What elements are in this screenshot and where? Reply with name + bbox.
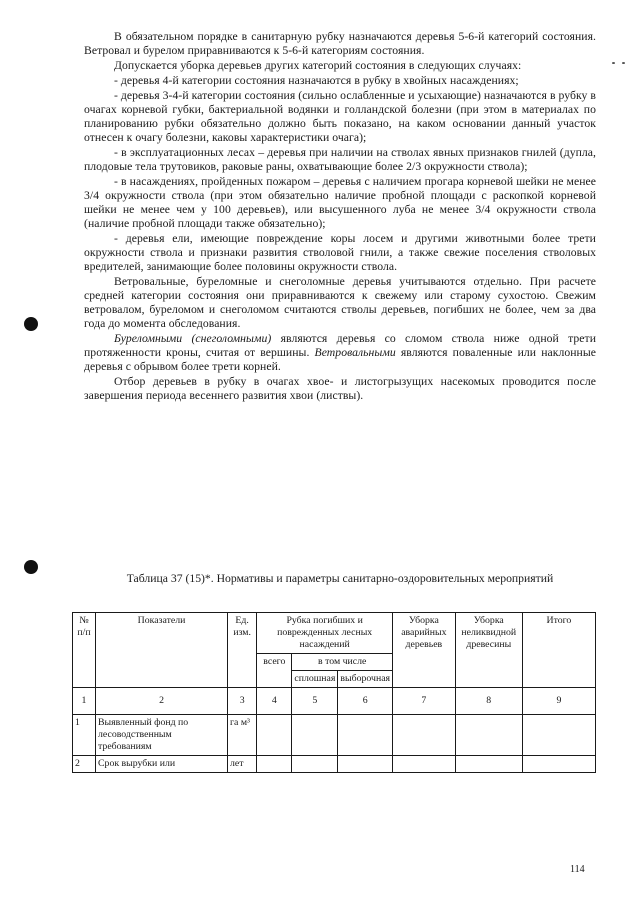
table-caption: Таблица 37 (15)*. Нормативы и параметры санитарно-оздоровительных мероприятий bbox=[126, 572, 554, 585]
header-felling: Рубка погибших и поврежденных лесных насаждений bbox=[257, 613, 393, 654]
column-number: 5 bbox=[292, 688, 338, 715]
header-cleanup-fallen: Уборка аварийных деревьев bbox=[393, 613, 456, 688]
row-number: 2 bbox=[73, 756, 96, 773]
row-indicator: Срок вырубки или bbox=[96, 756, 228, 773]
list-item: - в насаждениях, пройденных пожаром – деревья с наличием прогара корневой шейки не менее 3/4 окружности ствола (при этом обязательно наличие пробной площади с раскопкой корневой шейки не менее чем у 100 деревьев), или высушенного луба не менее 3/4 окружности ствола (наличие пробной площади также обязательно); bbox=[84, 175, 596, 230]
page-number: 114 bbox=[570, 864, 585, 875]
list-item: - деревья 4-й категории состояния назначаются в рубку в хвойных насаждениях; bbox=[114, 74, 519, 87]
column-number: 1 bbox=[73, 688, 96, 715]
empty-cell bbox=[257, 715, 292, 756]
column-number: 2 bbox=[96, 688, 228, 715]
scan-speck bbox=[622, 62, 625, 64]
header-clear-felling: сплошная bbox=[292, 671, 338, 688]
column-number: 9 bbox=[522, 688, 595, 715]
column-numbers-row bbox=[73, 688, 596, 715]
column-number: 4 bbox=[257, 688, 292, 715]
paragraph-definitions bbox=[84, 332, 596, 374]
scan-speck bbox=[612, 62, 615, 64]
empty-cell bbox=[455, 756, 522, 773]
empty-cell bbox=[257, 756, 292, 773]
column-number: 8 bbox=[455, 688, 522, 715]
body-text bbox=[84, 30, 596, 404]
empty-cell bbox=[522, 715, 595, 756]
paragraph: Ветровальные, буреломные и снеголомные деревья учитываются отдельно. При расчете средней категории состояния они приравниваются к свежему или старому сухостою. Свежим ветровалом, буреломом и снеголомом считаются стволы деревьев, погибших не более, чем за два года до момента обследования. bbox=[84, 275, 596, 330]
empty-cell bbox=[455, 715, 522, 756]
header-cleanup-illiquid: Уборка неликвидной древесины bbox=[455, 613, 522, 688]
empty-cell bbox=[338, 756, 393, 773]
definition-text: являются деревья со сломом ствола ниже одной трети протяженности кроны, считая от вершины. bbox=[84, 332, 596, 359]
norms-table bbox=[72, 612, 596, 773]
row-number: 1 bbox=[73, 715, 96, 756]
header-all: всего bbox=[257, 654, 292, 688]
definition-text: являются поваленные или наклонные деревья с обрывом более трети корней. bbox=[84, 346, 596, 373]
column-number: 3 bbox=[228, 688, 257, 715]
binder-hole-mark bbox=[24, 317, 38, 331]
column-number: 6 bbox=[338, 688, 393, 715]
table-row bbox=[73, 756, 596, 773]
column-number: 7 bbox=[393, 688, 456, 715]
paragraph: Допускается уборка деревьев других категорий состояния в следующих случаях: bbox=[114, 59, 522, 72]
list-item: - деревья 3-4-й категории состояния (сильно ослабленные и усыхающие) назначаются в рубку в очагах корневой губки, бактериальной водянки и голландской болезни (при этом в материалах по планированию рубки обязательно должно быть показано, на каком основании данный участок отнесен к очагу болезни, каковы характеристики очага); bbox=[84, 89, 596, 144]
empty-cell bbox=[393, 756, 456, 773]
term-storm-broken: Буреломными (снеголомными) bbox=[114, 332, 272, 345]
table-row bbox=[73, 715, 596, 756]
row-unit: га м³ bbox=[228, 715, 257, 756]
paragraph: В обязательном порядке в санитарную рубку назначаются деревья 5-6-й категорий состояния. Ветровал и бурелом приравниваются к 5-6-й категориям состояния. bbox=[84, 30, 596, 57]
list-item: - деревья ели, имеющие повреждение коры лосем и другими животными более трети окружности ствола и признаки развития стволовой гнили, а также свежие поселения стволовых вредителей, занимающие более половины окружности ствола. bbox=[84, 232, 596, 273]
header-total: Итого bbox=[522, 613, 595, 688]
empty-cell bbox=[292, 715, 338, 756]
header-selective-felling: выборочная bbox=[338, 671, 393, 688]
term-windfall: Ветровальными bbox=[314, 346, 396, 359]
header-indicators: Показатели bbox=[96, 613, 228, 688]
empty-cell bbox=[338, 715, 393, 756]
header-unit: Ед. изм. bbox=[228, 613, 257, 688]
header-including: в том числе bbox=[292, 654, 393, 671]
row-indicator: Выявленный фонд по лесоводственным требованиям bbox=[96, 715, 228, 756]
binder-hole-mark bbox=[24, 560, 38, 574]
list-item: - в эксплуатационных лесах – деревья при наличии на стволах явных признаков гнилей (дупла, плодовые тела трутовиков, раковые раны, охватывающие более 2/3 окружности ствола); bbox=[84, 146, 596, 173]
empty-cell bbox=[522, 756, 595, 773]
empty-cell bbox=[393, 715, 456, 756]
row-unit: лет bbox=[228, 756, 257, 773]
paragraph: Отбор деревьев в рубку в очагах хвое- и листогрызущих насекомых проводится после завершения периода весеннего развития хвои (листвы). bbox=[84, 375, 596, 402]
header-number: № п/п bbox=[73, 613, 96, 688]
empty-cell bbox=[292, 756, 338, 773]
